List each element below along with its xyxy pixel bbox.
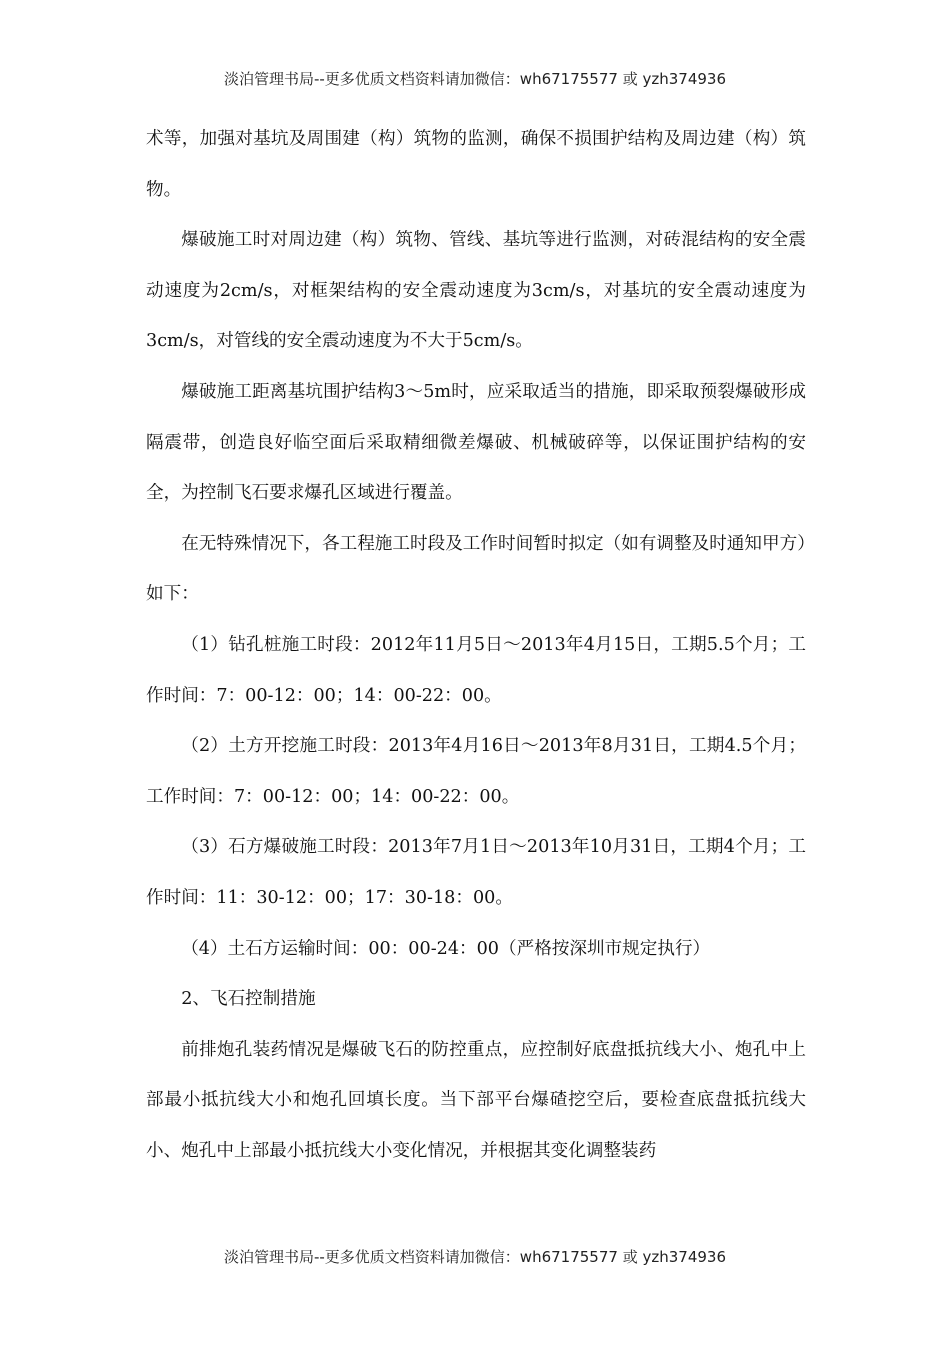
paragraph-3: 爆破施工距离基坑围护结构3～5m时，应采取适当的措施，即采取预裂爆破形成隔震带，创造良好临空面后采取精细微差爆破、机械破碎等，以保证围护结构的安全，为控制飞石要求爆孔区域进行覆盖。	[146, 381, 806, 504]
page-header: 淡泊管理书局--更多优质文档资料请加微信：wh67175577 或 yzh374936	[223, 70, 726, 88]
page-footer: 淡泊管理书局--更多优质文档资料请加微信：wh67175577 或 yzh374936	[223, 1248, 726, 1266]
paragraph-2: 爆破施工时对周边建（构）筑物、管线、基坑等进行监测，对砖混结构的安全震动速度为2cm/s，对框架结构的安全震动速度为3cm/s，对基坑的安全震动速度为3cm/s，对管线的安全震动速度为不大于5cm/s。	[146, 230, 806, 352]
schedule-item-4: （4）土石方运输时间：00：00-24：00（严格按深圳市规定执行）	[181, 938, 711, 959]
document-body	[146, 114, 806, 1176]
paragraph-flyrock: 前排炮孔装药情况是爆破飞石的防控重点，应控制好底盘抵抗线大小、炮孔中上部最小抵抗线大小和炮孔回填长度。当下部平台爆碴挖空后，要检查底盘抵抗线大小、炮孔中上部最小抵抗线大小变化情况，并根据其变化调整装药	[146, 1039, 806, 1161]
paragraph-1: 术等，加强对基坑及周围建（构）筑物的监测，确保不损围护结构及周边建（构）筑物。	[146, 129, 806, 200]
schedule-item-1: （1）钻孔桩施工时段：2012年11月5日～2013年4月15日，工期5.5个月；工作时间：7：00-12：00；14：00-22：00。	[146, 634, 806, 706]
paragraph-4: 在无特殊情况下，各工程施工时段及工作时间暂时拟定（如有调整及时通知甲方）如下：	[146, 533, 806, 605]
schedule-item-3: （3）石方爆破施工时段：2013年7月1日～2013年10月31日，工期4个月；工作时间：11：30-12：00；17：30-18：00。	[146, 837, 806, 908]
schedule-item-2: （2）土方开挖施工时段：2013年4月16日～2013年8月31日，工期4.5个月；工作时间：7：00-12：00；14：00-22：00。	[146, 736, 806, 807]
section-heading: 2、飞石控制措施	[181, 989, 316, 1010]
